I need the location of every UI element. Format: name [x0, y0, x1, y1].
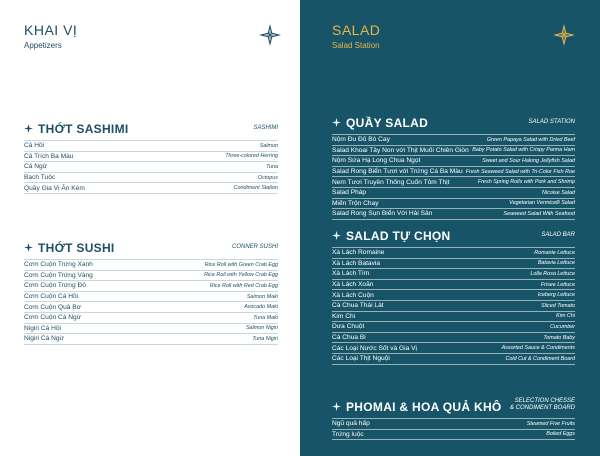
menu-item: Cơm Cuộn Cá Ngừ Tuna Maki	[24, 313, 278, 324]
menu-item: Salad Rong Biển Tươi với Trứng Cá Ba Màu Fresh Seaweed Salad with Tri-Color Fish Roe	[332, 167, 575, 178]
menu-item: Xà Lách Tím Lolla Rosa Lettuce	[332, 269, 575, 280]
menu-item: Xà Lách Romaine Romanie Lettuce	[332, 248, 575, 259]
page-subtitle: Salad Station	[332, 41, 380, 50]
menu-item: Các Loại Thịt Nguội Cold Cut & Condiment Board	[332, 354, 575, 365]
page-title: SALAD	[332, 22, 381, 38]
menu-item: Cơm Cuộn Trứng Vàng Rice Roll with Yellow Crab Egg	[24, 271, 278, 282]
star-bullet-icon	[24, 124, 33, 133]
menu-item: Cá Hồi Salmon	[24, 141, 278, 152]
section-title: SALAD TỰ CHỌN	[346, 229, 451, 243]
menu-item: Xà Lách Cuộn Iceberg Lettuce	[332, 290, 575, 301]
menu-item: Xà Lách Xoăn Frisee Lettuce	[332, 280, 575, 291]
menu-item: Kim Chi Kim Chi	[332, 312, 575, 323]
compass-star-logo-icon	[259, 24, 281, 46]
menu-item: Quầy Gia Vị Ăn Kèm Condiment Station	[24, 183, 278, 194]
section-title: QUẦY SALAD	[346, 116, 429, 130]
menu-item: Salad Rong Sụn Biển Với Hải Sản Seaweed Salad With Seafood	[332, 209, 575, 220]
section-title: PHOMAI & HOA QUẢ KHÔ	[346, 400, 502, 414]
menu-item: Cá Ngừ Tuna	[24, 162, 278, 173]
section-subtitle: SELECTION CHESSE & CONDIMENT BOARD	[509, 398, 575, 411]
section-subtitle: SALAD STATION	[528, 119, 575, 125]
menu-item: Salad Khoai Tây Non với Thịt Muối Chiên Giòn Baby Potato Salad with Crispy Parma Ham	[332, 146, 575, 157]
menu-item: Nộm Sứa Hạ Long Chua Ngọt Sweet and Sour Halong Jellyfish Salad	[332, 156, 575, 167]
menu-item: Cơm Cuộn Trứng Xanh Rice Roll with Green Crab Egg	[24, 260, 278, 271]
menu-item: Cà Chua Thái Lát Sliced Tomato	[332, 301, 575, 312]
menu-item: Các Loại Nước Sốt và Gia Vị Assorted Sauce & Condiments	[332, 343, 575, 354]
star-bullet-icon	[24, 243, 33, 252]
menu-item: Cơm Cuộn Quả Bơ Avocado Maki	[24, 302, 278, 313]
menu-item: Nem Tươi Truyền Thống Cuốn Tôm Thịt Fresh Spring Rolls with Pork and Shrimp	[332, 177, 575, 188]
menu-item: Nigiri Cá Ngừ Tuna Nigiri	[24, 334, 278, 345]
section-subtitle: CONNER SUSHI	[231, 244, 278, 250]
menu-item: Ngũ quả hấp Steamed Five Fruits	[332, 419, 575, 430]
section-sashimi	[24, 122, 278, 194]
star-bullet-icon	[332, 118, 341, 127]
menu-item: Dưa Chuột Cucumber	[332, 322, 575, 333]
menu-item: Xà Lách Batavia Batavia Lettuce	[332, 259, 575, 270]
section-title: THỚT SASHIMI	[38, 122, 129, 136]
menu-item: Nộm Đu Đủ Bò Cay Green Papaya Salad with Dried Beef	[332, 135, 575, 146]
menu-item: Cá Trích Ba Màu Three-colored Herring	[24, 152, 278, 163]
star-bullet-icon	[332, 402, 341, 411]
section-subtitle: SASHIMI	[253, 125, 278, 131]
menu-item: Trứng luộc Boiled Eggs	[332, 430, 575, 441]
compass-star-logo-icon	[553, 24, 575, 46]
menu-item: Nigiri Cá Hồi Salmon Nigiri	[24, 324, 278, 335]
page-subtitle: Appetizers	[24, 41, 62, 50]
menu-item: Miến Trộn Chay Vegetarian Vermicelli Salad	[332, 199, 575, 210]
section-cheese-dried-fruit	[332, 400, 575, 440]
menu-item: Cà Chua Bi Tomato Baby	[332, 333, 575, 344]
menu-item: Cơm Cuộn Cá Hồi Salmon Maki	[24, 292, 278, 303]
section-title: THỚT SUSHI	[38, 241, 115, 255]
star-bullet-icon	[332, 231, 341, 240]
section-salad-station	[332, 116, 575, 220]
page-title: KHAI VỊ	[24, 22, 78, 38]
section-sushi	[24, 241, 278, 345]
section-salad-bar	[332, 229, 575, 365]
section-subtitle: SALAD BAR	[541, 232, 575, 238]
menu-item: Cơm Cuộn Trứng Đỏ Rice Roll with Red Crab Egg	[24, 281, 278, 292]
menu-item: Salad Pháp Nicoise Salad	[332, 188, 575, 199]
right-page	[300, 0, 600, 456]
menu-item: Bạch Tuộc Octopus	[24, 173, 278, 184]
